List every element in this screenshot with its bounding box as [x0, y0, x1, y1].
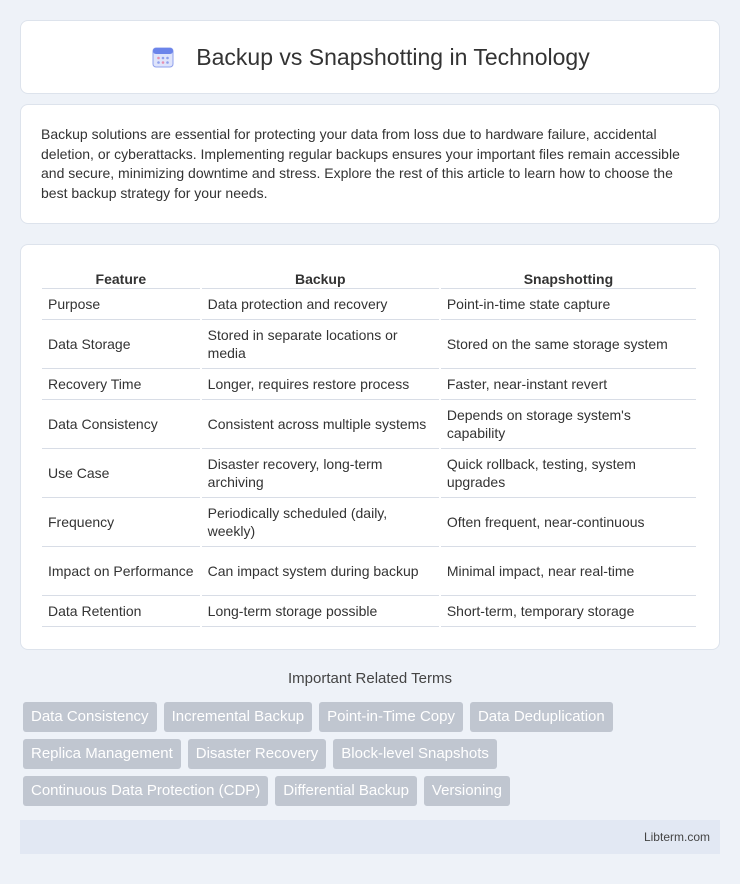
tag-point-in-time-copy[interactable]: Point-in-Time Copy [319, 702, 463, 732]
table-row [42, 449, 696, 498]
table-cell: Often frequent, near-continuous [441, 498, 696, 547]
intro-card [20, 104, 720, 224]
tag-incremental-backup[interactable]: Incremental Backup [164, 702, 313, 732]
table-cell: Impact on Performance [42, 547, 200, 596]
tag-differential-backup[interactable]: Differential Backup [275, 776, 417, 806]
table-header-row [42, 265, 696, 289]
comparison-table-card [20, 244, 720, 650]
table-cell: Short-term, temporary storage [441, 596, 696, 627]
table-row [42, 547, 696, 596]
table-row [42, 369, 696, 400]
footer [20, 820, 720, 854]
table-cell: Data Consistency [42, 400, 200, 449]
table-cell: Faster, near-instant revert [441, 369, 696, 400]
table-cell: Can impact system during backup [202, 547, 439, 596]
page-title: Backup vs Snapshotting in Technology [196, 43, 590, 70]
table-cell: Depends on storage system's capability [441, 400, 696, 449]
table-cell: Frequency [42, 498, 200, 547]
header-feature: Feature [42, 265, 200, 289]
header-snapshotting: Snapshotting [441, 265, 696, 289]
table-cell: Use Case [42, 449, 200, 498]
table-cell: Long-term storage possible [202, 596, 439, 627]
intro-text: Backup solutions are essential for protecting your data from loss due to hardware failure, accidental deletion, or cyberattacks. Implementing regular backups ensures your important files remain accessible and secure, minimizing downtime and stress. Explore the rest of this article to learn how to choose the best backup strategy for your needs. [41, 126, 680, 201]
related-terms-title: Important Related Terms [288, 670, 452, 687]
tag-block-level-snapshots[interactable]: Block-level Snapshots [333, 739, 497, 769]
related-terms-list [23, 702, 723, 806]
table-cell: Quick rollback, testing, system upgrades [441, 449, 696, 498]
table-cell: Periodically scheduled (daily, weekly) [202, 498, 439, 547]
table-cell: Data Retention [42, 596, 200, 627]
table-cell: Longer, requires restore process [202, 369, 439, 400]
tag-disaster-recovery[interactable]: Disaster Recovery [188, 739, 327, 769]
tag-replica-management[interactable]: Replica Management [23, 739, 181, 769]
comparison-table [40, 265, 698, 627]
table-row [42, 498, 696, 547]
tag-continuous-data-protection[interactable]: Continuous Data Protection (CDP) [23, 776, 268, 806]
table-cell: Point-in-time state capture [441, 289, 696, 320]
tag-data-consistency[interactable]: Data Consistency [23, 702, 157, 732]
header-backup: Backup [202, 265, 439, 289]
table-cell: Consistent across multiple systems [202, 400, 439, 449]
header-card [20, 20, 720, 94]
table-cell: Stored on the same storage system [441, 320, 696, 369]
table-row [42, 596, 696, 627]
table-cell: Purpose [42, 289, 200, 320]
table-row [42, 320, 696, 369]
table-cell: Minimal impact, near real-time [441, 547, 696, 596]
table-cell: Stored in separate locations or media [202, 320, 439, 369]
tag-data-deduplication[interactable]: Data Deduplication [470, 702, 613, 732]
table-row [42, 289, 696, 320]
footer-site-link[interactable]: Libterm.com [643, 830, 710, 844]
calendar-icon [150, 44, 176, 70]
table-cell: Disaster recovery, long-term archiving [202, 449, 439, 498]
table-cell: Recovery Time [42, 369, 200, 400]
table-row [42, 400, 696, 449]
table-cell: Data protection and recovery [202, 289, 439, 320]
table-cell: Data Storage [42, 320, 200, 369]
tag-versioning[interactable]: Versioning [424, 776, 510, 806]
